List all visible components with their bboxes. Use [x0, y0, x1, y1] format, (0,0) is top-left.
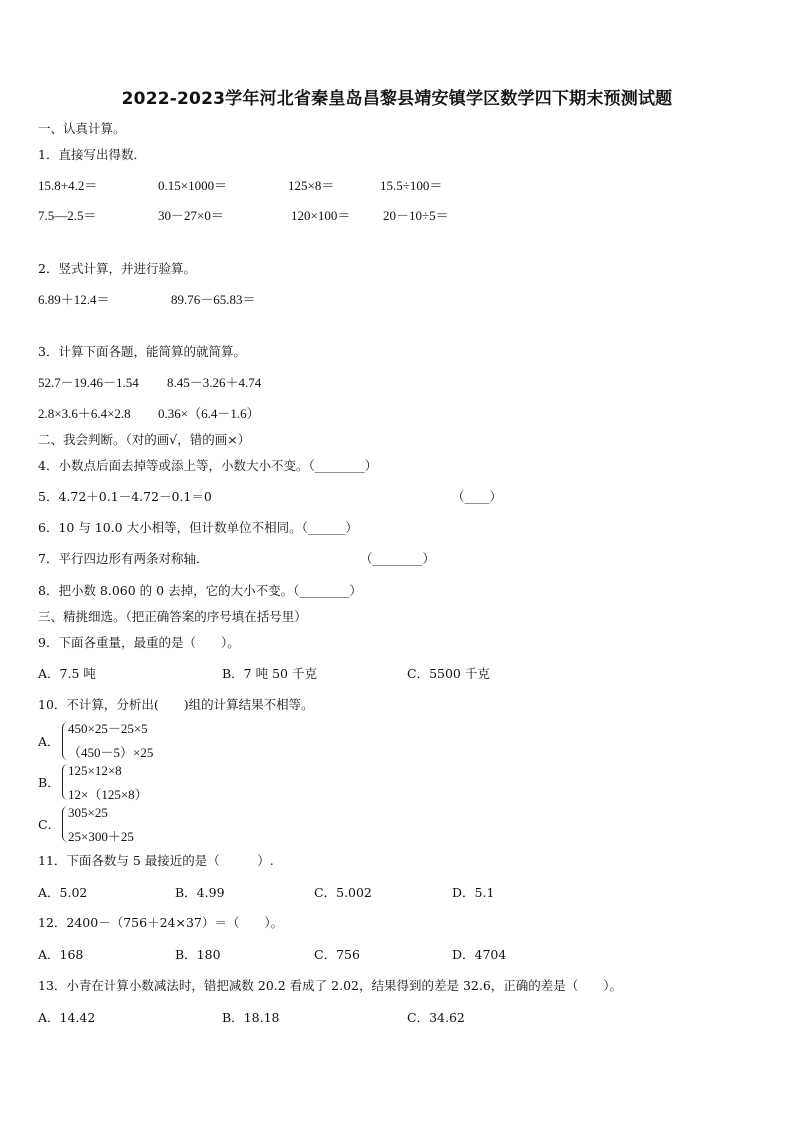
option-b-line2: 12×（125×8） [68, 787, 148, 802]
question-12-stem: 12．2400－（756＋24×37）＝（ ）。 [38, 915, 284, 930]
option-a[interactable]: A．14.42 [38, 1010, 96, 1025]
question-8 [38, 583, 362, 599]
option-b[interactable]: B．4.99 [175, 885, 225, 900]
question-6 [38, 520, 358, 536]
question-3-stem: 3．计算下面各题，能简算的就简算。 [38, 344, 246, 359]
q3-item: 2.8×3.6＋6.4×2.8 [38, 406, 131, 421]
option-c-label[interactable]: C． [38, 817, 61, 832]
option-a[interactable]: A．7.5 吨 [38, 666, 96, 681]
question-4 [38, 458, 377, 474]
section-heading-3: 三、精挑细选。（把正确答案的序号填在括号里） [38, 609, 307, 624]
q3-item: 0.36×（6.4－1.6） [158, 406, 260, 421]
section-heading-1: 一、认真计算。 [38, 121, 126, 136]
option-a[interactable]: A．168 [38, 947, 84, 962]
option-c-line2: 25×300＋25 [68, 829, 134, 844]
answer-blank[interactable]: ________ [314, 458, 365, 473]
option-a-line2: （450－5）×25 [68, 745, 154, 760]
question-5-text: 5．4.72＋0.1－4.72－0.1＝0 [38, 489, 212, 504]
section-heading-2: 二、我会判断。（对的画√，错的画×） [38, 432, 251, 447]
q1-item: 20－10÷5＝ [383, 208, 449, 223]
question-8-close: ） [349, 583, 362, 598]
answer-blank[interactable]: （________） [360, 551, 436, 566]
option-c[interactable]: C．34.62 [407, 1010, 465, 1025]
option-c[interactable]: C．5500 千克 [407, 666, 490, 681]
q3-item: 52.7－19.46－1.54 [38, 375, 139, 390]
option-b[interactable]: B．7 吨 50 千克 [222, 666, 317, 681]
answer-blank[interactable]: ______ [307, 520, 346, 535]
option-d[interactable]: D．5.1 [452, 885, 495, 900]
option-d[interactable]: D．4704 [452, 947, 507, 962]
question-9-stem: 9．下面各重量，最重的是（ ）。 [38, 635, 240, 650]
answer-blank[interactable]: ________ [299, 583, 350, 598]
option-a-line1: 450×25－25×5 [68, 721, 148, 736]
option-b-line1: 125×12×8 [68, 763, 122, 778]
q1-item: 7.5—2.5＝ [38, 208, 97, 223]
option-c-line1: 305×25 [68, 805, 108, 820]
question-4-text: 4．小数点后面去掉等或添上等，小数大小不变。（ [38, 458, 315, 473]
q1-item: 15.5÷100＝ [380, 178, 443, 193]
q2-item: 6.89＋12.4＝ [38, 292, 110, 307]
answer-blank[interactable]: （____） [452, 489, 503, 504]
question-6-close: ） [345, 520, 358, 535]
q1-item: 0.15×1000＝ [158, 178, 228, 193]
question-2-stem: 2．竖式计算，并进行验算。 [38, 261, 196, 276]
question-13-stem: 13．小青在计算小数减法时，错把减数 20.2 看成了 2.02，结果得到的差是 32.6，正确的差是（ ）。 [38, 978, 623, 993]
q1-item: 120×100＝ [291, 208, 351, 223]
option-a-label[interactable]: A． [38, 734, 60, 749]
option-b[interactable]: B．180 [175, 947, 221, 962]
option-a[interactable]: A．5.02 [38, 885, 88, 900]
question-10-stem: 10．不计算，分析出( )组的计算结果不相等。 [38, 697, 314, 712]
q3-item: 8.45－3.26＋4.74 [167, 375, 262, 390]
q1-item: 30－27×0＝ [158, 208, 224, 223]
option-b[interactable]: B．18.18 [222, 1010, 280, 1025]
page-title: 2022-2023学年河北省秦皇岛昌黎县靖安镇学区数学四下期末预测试题 [121, 89, 673, 109]
question-11-stem: 11．下面各数与 5 最接近的是（ ）. [38, 853, 274, 868]
question-7-text: 7．平行四边形有两条对称轴． [38, 551, 209, 566]
question-4-close: ） [364, 458, 378, 473]
option-c[interactable]: C．5.002 [314, 885, 372, 900]
q1-item: 125×8＝ [288, 178, 335, 193]
q1-item: 15.8+4.2＝ [38, 178, 98, 193]
question-8-text: 8．把小数 8.060 的 0 去掉，它的大小不变。（ [38, 583, 300, 598]
option-b-label[interactable]: B． [38, 775, 60, 790]
question-6-text: 6．10 与 10.0 大小相等，但计数单位不相同。（ [38, 520, 308, 535]
option-c[interactable]: C．756 [314, 947, 360, 962]
question-1-stem: 1．直接写出得数． [38, 147, 146, 162]
q2-item: 89.76－65.83＝ [171, 292, 256, 307]
